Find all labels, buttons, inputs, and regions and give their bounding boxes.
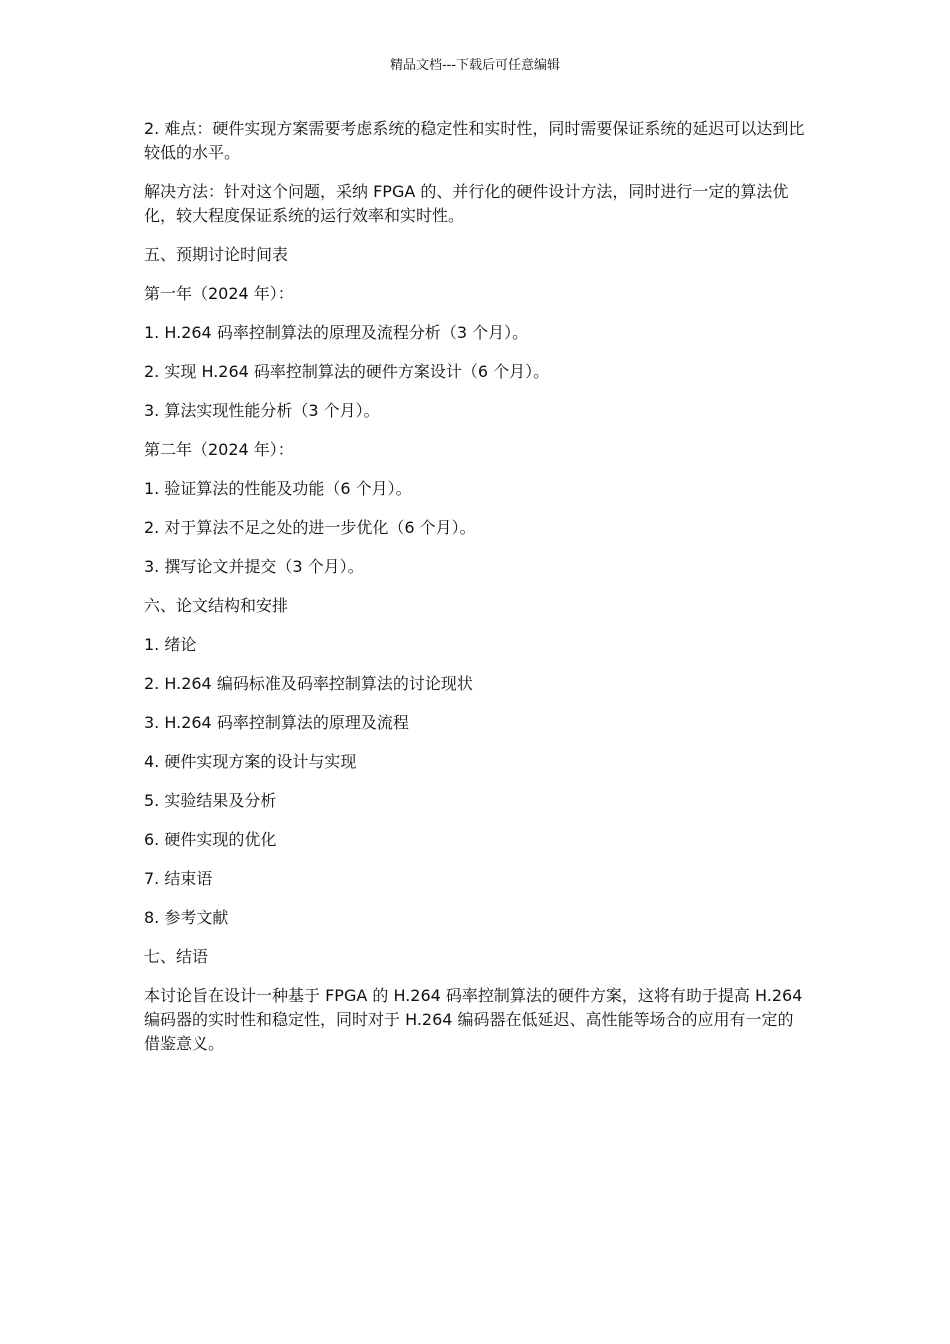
- list-item: 6. 硬件实现的优化: [144, 830, 277, 849]
- list-item: 3. H.264 码率控制算法的原理及流程: [144, 713, 409, 732]
- list-item: 3. 撰写论文并提交（3 个月）。: [144, 557, 364, 576]
- year-one-heading: 第一年（2024 年）：: [144, 284, 294, 303]
- section-heading-conclusion: 七、结语: [144, 947, 209, 966]
- difficulty-paragraph: 2. 难点：硬件实现方案需要考虑系统的稳定性和实时性，同时需要保证系统的延迟可以达到比较低的水平。: [144, 119, 805, 162]
- list-item: 5. 实验结果及分析: [144, 791, 277, 810]
- list-item: 1. H.264 码率控制算法的原理及流程分析（3 个月）。: [144, 323, 529, 342]
- document-body: [144, 117, 809, 1071]
- list-item: 2. 实现 H.264 码率控制算法的硬件方案设计（6 个月）。: [144, 362, 550, 381]
- list-item: 4. 硬件实现方案的设计与实现: [144, 752, 357, 771]
- page-header: 精品文档---下载后可任意编辑: [389, 58, 561, 73]
- list-item: 1. 验证算法的性能及功能（6 个月）。: [144, 479, 412, 498]
- section-heading-structure: 六、论文结构和安排: [144, 596, 289, 615]
- list-item: 1. 绪论: [144, 635, 197, 654]
- list-item: 7. 结束语: [144, 869, 213, 888]
- list-item: 2. H.264 编码标准及码率控制算法的讨论现状: [144, 674, 473, 693]
- list-item: 3. 算法实现性能分析（3 个月）。: [144, 401, 380, 420]
- list-item: 8. 参考文献: [144, 908, 229, 927]
- conclusion-paragraph: 本讨论旨在设计一种基于 FPGA 的 H.264 码率控制算法的硬件方案，这将有助于提高 H.264 编码器的实时性和稳定性，同时对于 H.264 编码器在低延迟、高性能等场合的应用有一定的借鉴意义。: [144, 986, 803, 1053]
- year-two-heading: 第二年（2024 年）：: [144, 440, 294, 459]
- section-heading-schedule: 五、预期讨论时间表: [144, 245, 289, 264]
- solution-paragraph: 解决方法：针对这个问题，采纳 FPGA 的、并行化的硬件设计方法，同时进行一定的算法优化，较大程度保证系统的运行效率和实时性。: [144, 182, 789, 225]
- list-item: 2. 对于算法不足之处的进一步优化（6 个月）。: [144, 518, 476, 537]
